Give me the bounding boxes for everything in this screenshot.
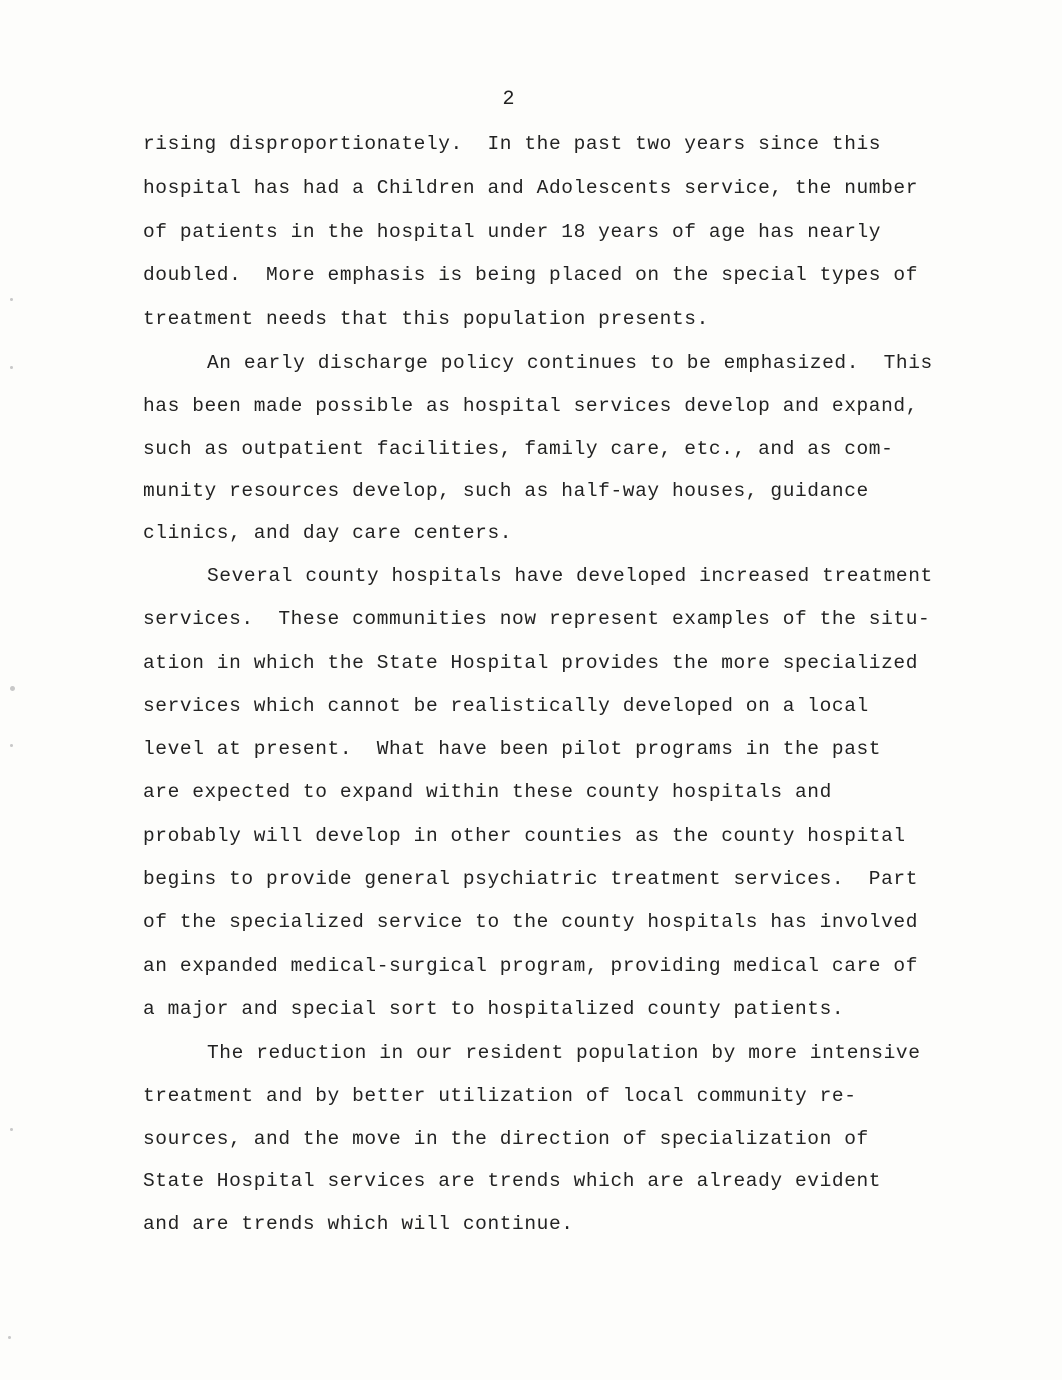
text-line: level at present. What have been pilot programs in the past	[143, 738, 882, 760]
paper-speck	[10, 686, 15, 691]
paper-speck	[8, 1336, 11, 1339]
text-line: services which cannot be realistically developed on a local	[143, 695, 869, 717]
text-line: An early discharge policy continues to be emphasized. This	[207, 352, 933, 374]
text-line: a major and special sort to hospitalized county patients.	[143, 998, 845, 1020]
text-line: of the specialized service to the county hospitals has involved	[143, 911, 919, 933]
text-line: Several county hospitals have developed increased treatment	[207, 565, 933, 587]
text-line: rising disproportionately. In the past two years since this	[143, 133, 882, 155]
text-line: of patients in the hospital under 18 years of age has nearly	[143, 221, 882, 243]
paper-speck	[10, 1128, 13, 1131]
text-line: begins to provide general psychiatric treatment services. Part	[143, 868, 919, 890]
text-line: treatment and by better utilization of local community re-	[143, 1085, 857, 1107]
text-line: are expected to expand within these county hospitals and	[143, 781, 832, 803]
text-line: doubled. More emphasis is being placed on the special types of	[143, 264, 919, 286]
text-line: State Hospital services are trends which are already evident	[143, 1170, 882, 1192]
text-line: sources, and the move in the direction of specialization of	[143, 1128, 869, 1150]
page-number: 2	[502, 88, 515, 111]
text-line: such as outpatient facilities, family care, etc., and as com-	[143, 438, 894, 460]
text-line: The reduction in our resident population by more intensive	[207, 1042, 921, 1064]
text-line: clinics, and day care centers.	[143, 522, 513, 544]
text-line: and are trends which will continue.	[143, 1213, 574, 1235]
text-line: probably will develop in other counties as the county hospital	[143, 825, 906, 847]
text-line: hospital has had a Children and Adolescents service, the number	[143, 177, 919, 199]
paper-speck	[10, 298, 13, 301]
paper-speck	[10, 744, 13, 747]
text-line: services. These communities now represent examples of the situ-	[143, 608, 931, 630]
text-line: has been made possible as hospital services develop and expand,	[143, 395, 919, 417]
paper-speck	[10, 366, 13, 369]
text-line: treatment needs that this population presents.	[143, 308, 709, 330]
text-line: munity resources develop, such as half-way houses, guidance	[143, 480, 869, 502]
text-line: an expanded medical-surgical program, providing medical care of	[143, 955, 919, 977]
text-line: ation in which the State Hospital provides the more specialized	[143, 652, 919, 674]
